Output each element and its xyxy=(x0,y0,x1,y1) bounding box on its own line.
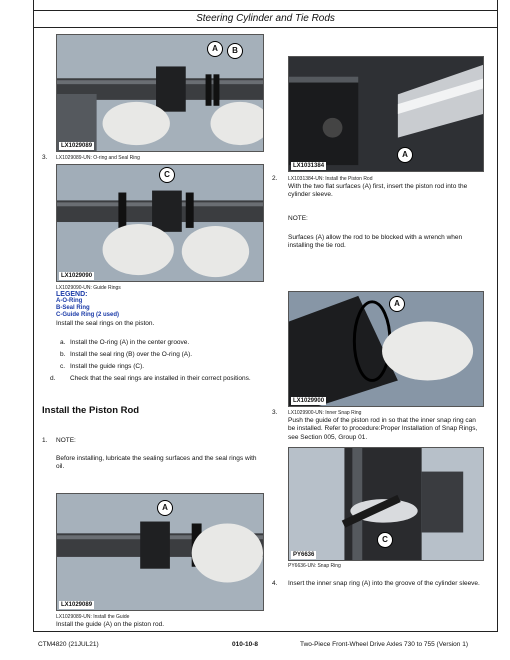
substep-b: b. Install the seal ring (B) over the O-ring (A). xyxy=(60,351,193,358)
legend-item-b: B-Seal Ring xyxy=(56,305,90,311)
callout-a: A xyxy=(157,500,173,516)
figure-id: PY6636 xyxy=(293,552,315,558)
note-text: Before installing, lubricate the sealing surfaces and the seal rings with oil. xyxy=(56,455,257,471)
callout-a: A xyxy=(207,41,223,57)
figure-id: LX1029090 xyxy=(61,273,93,279)
step-number: 3. xyxy=(42,154,48,161)
figure-id: LX1029089 xyxy=(61,143,93,149)
figure-install-piston-rod xyxy=(288,56,484,172)
photo-hands-guide-rings xyxy=(57,165,263,281)
figure-caption: PY6636-UN: Snap Ring xyxy=(288,563,341,569)
instruction-text: With the two flat surfaces (A) first, insert the piston rod into the cylinder sleeve. xyxy=(288,183,468,199)
substep-d: d. Check that the seal rings are installed in their correct positions. xyxy=(50,375,251,382)
callout-c: C xyxy=(159,167,175,183)
note-label: NOTE: xyxy=(56,437,76,444)
photo-piston-rod xyxy=(289,57,483,171)
figure-inner-snap-ring xyxy=(288,291,484,407)
step-number: 1. xyxy=(42,437,48,444)
figure-id: LX1029900 xyxy=(293,398,325,404)
note-text: Surfaces (A) allow the rod to be blocked with a wrench when installing the tie rod. xyxy=(288,234,463,250)
callout-a: A xyxy=(397,147,413,163)
step-number: 3. xyxy=(272,409,278,416)
instruction-text: Insert the inner snap ring (A) into the groove of the cylinder sleeve. xyxy=(288,580,480,587)
figure-id: LX1031384 xyxy=(293,163,325,169)
figure-caption: LX1031384-UN: Install the Piston Rod xyxy=(288,176,373,182)
page-header: Steering Cylinder and Tie Rods xyxy=(33,10,498,28)
figure-install-guide xyxy=(56,493,264,611)
figure-id: LX1029089 xyxy=(61,602,93,608)
figure-caption: LX1029900-UN: Inner Snap Ring xyxy=(288,410,362,416)
legend-title: LEGEND: xyxy=(56,291,88,298)
note-label: NOTE: xyxy=(288,215,308,222)
figure-caption: LX1029090-UN: Guide Rings xyxy=(56,285,121,291)
instruction-text: Install the guide (A) on the piston rod. xyxy=(56,621,165,628)
callout-a: A xyxy=(389,296,405,312)
instruction-text: Push the guide of the piston rod in so that the inner snap ring can be installed. Refer to procedure:Proper Installation of Snap Rings, see Section 005, Group 01. xyxy=(288,417,478,441)
instruction-text: Install the seal rings on the piston. xyxy=(56,320,155,327)
callout-c: C xyxy=(377,532,393,548)
photo-snap-ring-hand xyxy=(289,292,483,406)
figure-snap-ring xyxy=(288,447,484,561)
footer-page-number: 010-10-8 xyxy=(232,641,259,648)
figure-caption: LX1029089-UN: Install the Guide xyxy=(56,614,130,620)
section-title: Install the Piston Rod xyxy=(42,405,140,416)
footer-manual-title: Two-Piece Front-Wheel Drive Axles 730 to 755 (Version 1) xyxy=(300,641,468,648)
step-number: 2. xyxy=(272,175,278,182)
figure-oring-seal-ring xyxy=(56,34,264,152)
callout-b: B xyxy=(227,43,243,59)
legend-item-a: A-O-Ring xyxy=(56,298,83,304)
substep-c: c. Install the guide rings (C). xyxy=(60,363,145,370)
step-number: 4. xyxy=(272,580,278,587)
substep-a: a. Install the O-ring (A) in the center groove. xyxy=(60,339,190,346)
figure-guide-rings xyxy=(56,164,264,282)
figure-caption: LX1029089-UN: O-ring and Seal Ring xyxy=(56,155,140,161)
footer-doc-id: CTM4820 (21JUL21) xyxy=(38,641,99,648)
legend-item-c: C-Guide Ring (2 used) xyxy=(56,312,119,318)
